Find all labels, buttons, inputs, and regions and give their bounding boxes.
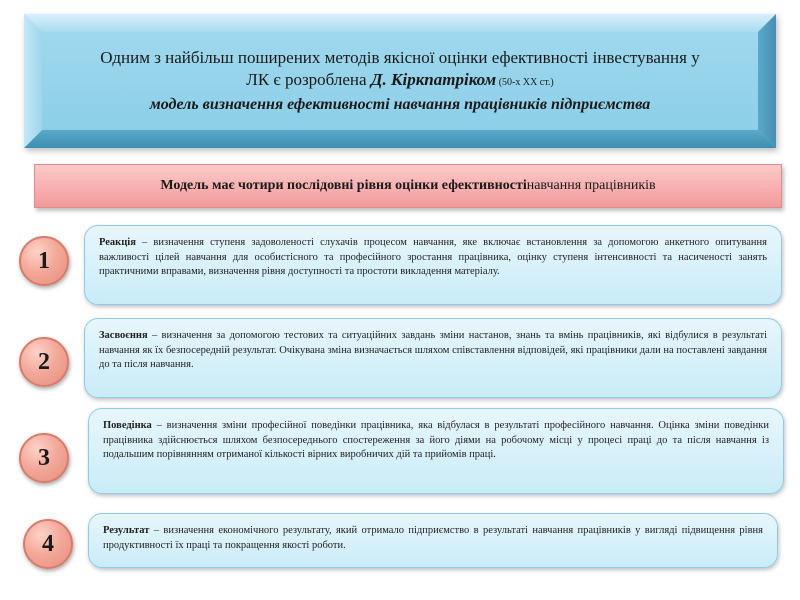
level-4-box [88,513,778,568]
bevel-bottom [24,130,776,148]
level-2-box [84,318,782,398]
bevel-top [24,14,776,32]
level-3-number: 3 [19,433,69,483]
level-1-box [84,225,782,305]
level-1-number: 1 [19,236,69,286]
title-line-3: модель визначення ефективності навчання працівників підприємства [149,95,651,113]
level-2-description: – визначення за допомогою тестових та ситуаційних завдань зміни настанов, знань та вмінь працівників, які відбулися в результаті навчання як їх безпосередній результат. Очікувана зміна визначається шляхом співставлення відповідей, які працівники дали на поставлені завдання до та після навчання. [99,330,767,370]
level-3-box [88,408,784,494]
banner-normal-text: навчання працівників [526,178,656,193]
level-2-number: 2 [19,337,69,387]
banner-bold-text: Модель має чотири послідовні рівня оцінки ефективності [160,178,527,193]
author-name: Д. Кіркпатріком [370,69,497,89]
level-1-description: – визначення ступеня задоволеності слухачів процесом навчання, яке включає встановлення за допомогою анкетного опитування важливості цілей навчання для особистісного та професійного зростання працівника, оцінку ступеня інтенсивності та насиченості занять практичними вправами, визначення рівня доступності та простоти викладення матеріалу. [99,237,767,277]
level-4-number: 4 [23,519,73,569]
level-4-description: – визначення економічного результату, який отримало підприємство в результаті навчання працівників у вигляді підвищення рівня продуктивності їх праці та покращення якості роботи. [103,525,763,551]
title-line-2 [246,69,553,94]
level-3-description: – визначення зміни професійної поведінки працівника, яка відбулася в результаті професійного навчання. Оцінка зміни поведінки працівника здійснюється шляхом безпосереднього спостереження за його діями на робочому місці у процесі праці до та після навчання із подальшим порівнянням отриманої кількості вірних виробничих дій та прийомів праці. [103,420,769,460]
levels-banner [34,164,782,208]
bevel-left [24,14,42,148]
author-years: (50-х ХХ ст.) [496,76,554,88]
title-line-2-prefix: ЛК є розроблена [246,69,371,89]
level-2-term: Засвоєння [99,330,148,341]
level-4-term: Результат [103,525,150,536]
level-3-term: Поведінка [103,420,152,431]
title-line-1: Одним з найбільш поширених методів якісної оцінки ефективності інвестування у [100,47,700,67]
bevel-right [758,14,776,148]
title-panel [24,14,776,148]
level-1-term: Реакція [99,237,136,248]
title-face [42,32,758,130]
